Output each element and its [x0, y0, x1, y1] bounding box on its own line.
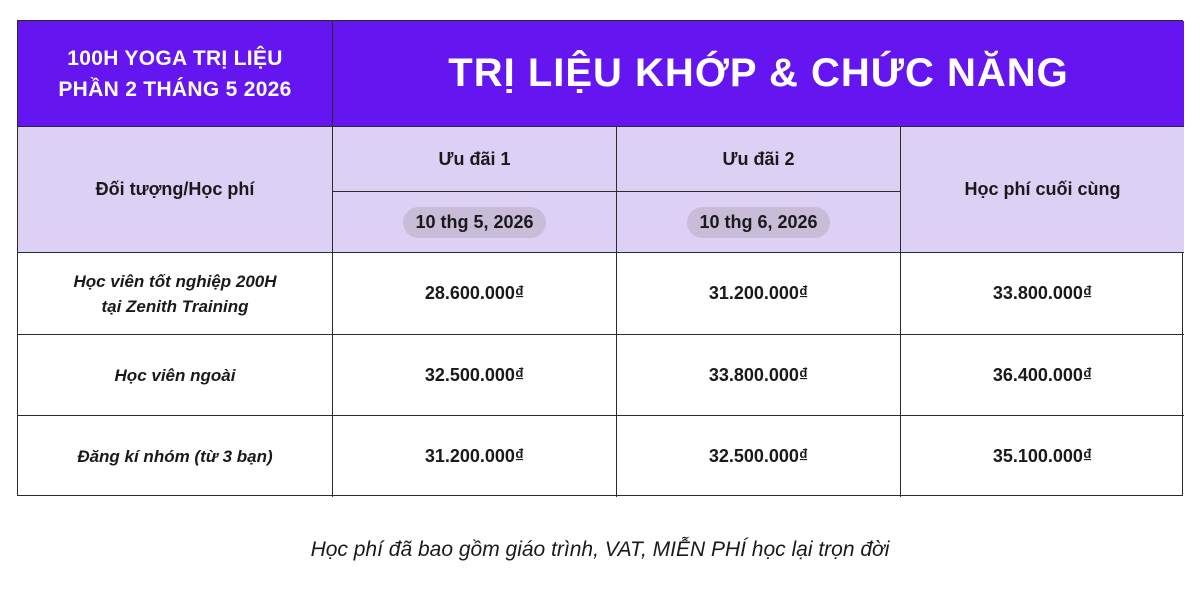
offer-2-date-badge: 10 thg 6, 2026: [687, 207, 829, 238]
page-title: TRỊ LIỆU KHỚP & CHỨC NĂNG: [333, 21, 1184, 127]
offer-2-header: Ưu đãi 2: [617, 127, 901, 192]
row-label-graduate-line-2: tại Zenith Training: [101, 296, 249, 316]
offer-2-date-cell: [617, 192, 901, 253]
audience-column-header: Đối tượng/Học phí: [18, 127, 333, 253]
offer-1-date-badge: 10 thg 5, 2026: [403, 207, 545, 238]
price-external-offer-2: 33.800.000₫: [617, 335, 901, 416]
footer-note: Học phí đã bao gồm giáo trình, VAT, MIỄN PHÍ học lại trọn đời: [310, 538, 890, 561]
price-graduate-offer-2: 31.200.000₫: [617, 253, 901, 335]
price-group-offer-1: 31.200.000₫: [333, 416, 617, 497]
offer-1-header: Ưu đãi 1: [333, 127, 617, 192]
price-graduate-final: 33.800.000₫: [901, 253, 1184, 335]
price-external-final: 36.400.000₫: [901, 335, 1184, 416]
row-label-external: Học viên ngoài: [18, 335, 333, 416]
row-label-graduate: [18, 253, 333, 335]
final-fee-header: Học phí cuối cùng: [901, 127, 1184, 253]
price-group-offer-2: 32.500.000₫: [617, 416, 901, 497]
course-name-line-2: PHẦN 2 THÁNG 5 2026: [58, 77, 292, 101]
course-name-line-1: 100H YOGA TRỊ LIỆU: [67, 46, 283, 70]
price-external-offer-1: 32.500.000₫: [333, 335, 617, 416]
row-label-graduate-line-1: Học viên tốt nghiệp 200H: [73, 271, 277, 291]
price-group-final: 35.100.000₫: [992, 446, 1093, 466]
price-graduate-offer-1: 28.600.000₫: [333, 253, 617, 335]
pricing-table: [17, 20, 1183, 496]
row-label-group: Đăng kí nhóm (từ 3 bạn): [18, 416, 333, 497]
offer-1-date-cell: [333, 192, 617, 253]
course-name-cell: [18, 21, 333, 127]
